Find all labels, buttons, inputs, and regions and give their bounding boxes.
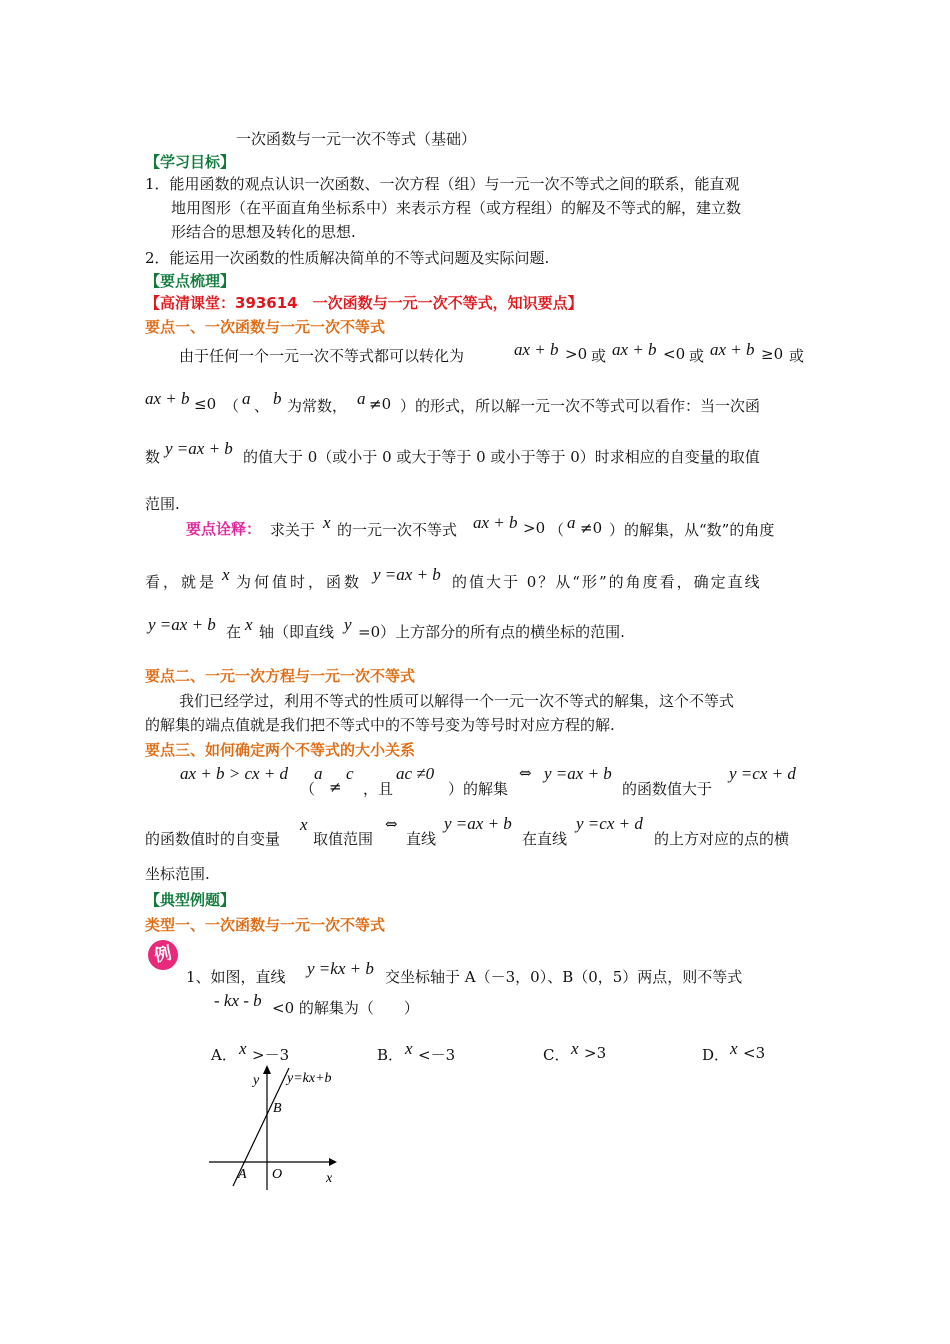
goal-1-line3: 形结合的思想及转化的思想. <box>171 223 356 241</box>
var-x: x <box>300 815 308 834</box>
option-b-value: <－3 <box>418 1046 456 1064</box>
p1-text-a: 由于任何一个一元一次不等式都可以转化为 <box>179 347 465 365</box>
y-axis-arrow-icon <box>263 1065 271 1074</box>
p3-b1: 的函数值时的自变量 <box>145 830 281 848</box>
hd-class-note: 【高清课堂：393614 一次函数与一元一次不等式，知识要点】 <box>145 294 583 312</box>
var-x: x <box>245 615 253 634</box>
point-a-label: A <box>238 1167 247 1182</box>
expr-y-ax-plus-b: y =ax + b <box>444 814 512 833</box>
option-d-label[interactable]: D． <box>702 1046 730 1064</box>
goal-1-line1: 1．能用函数的观点认识一次函数、一次方程（组）与一元一次不等式之间的联系，能直观 <box>145 175 740 193</box>
note-b1: 看，就是 <box>145 573 218 591</box>
p1-text-c2: 的值大于 0（或小于 0 或大于等于 0 或小于等于 0）时求相应的自变量的取值 <box>243 448 760 466</box>
p1-text-b2: 为常数， <box>287 397 348 415</box>
var-a: a <box>567 513 576 532</box>
option-b-label[interactable]: B． <box>377 1046 404 1064</box>
note-c1: 在 <box>226 623 242 641</box>
var-x: x <box>405 1039 413 1058</box>
p3-c: 坐标范围. <box>145 865 210 883</box>
qie-word: ，且 <box>363 780 394 798</box>
note-label: 要点诠释： <box>186 520 262 538</box>
p3-b4: 在直线 <box>522 830 568 848</box>
q1-text-b: 交坐标轴于 A（－3，0）、B（0，5）两点，则不等式 <box>385 968 743 986</box>
or-word: 或 <box>789 347 805 365</box>
paren-open: （ <box>300 780 316 798</box>
goal-1-line2: 地用图形（在平面直角坐标系中）来表示方程（或方程组）的解及不等式的解，建立数 <box>171 199 742 217</box>
q1-text-a: 1、如图，直线 <box>186 968 286 986</box>
expr-y-ax-plus-b: y =ax + b <box>148 615 216 634</box>
p3-a2: ）的解集 <box>448 780 509 798</box>
point-2-title: 要点二、一元一次方程与一元一次不等式 <box>145 667 416 685</box>
section-goals-heading: 【学习目标】 <box>145 153 236 171</box>
var-x: x <box>222 565 230 584</box>
expr-ax-plus-b: ax + b <box>473 513 518 532</box>
p3-b5: 的上方对应的点的横 <box>654 830 790 848</box>
point-b-label: B <box>273 1101 282 1116</box>
paren-open: （ <box>549 521 565 539</box>
point-1-title: 要点一、一次函数与一元一次不等式 <box>145 318 386 336</box>
q1-text-c: <0 的解集为（ ） <box>272 999 419 1017</box>
note-c2: 轴（即直线 <box>259 623 335 641</box>
p1-text-d: 范围. <box>145 495 180 513</box>
section-points-heading: 【要点梳理】 <box>145 272 236 290</box>
var-x: x <box>323 513 331 532</box>
p1-text-c1: 数 <box>145 448 161 466</box>
iff-sign: ⇔ <box>385 815 398 833</box>
expr-y-cx-plus-d: y =cx + d <box>729 764 796 783</box>
option-d-value: <3 <box>743 1044 766 1062</box>
ne-zero: ≠0 <box>580 519 603 537</box>
expr-y-kx-plus-b: y =kx + b <box>307 959 374 978</box>
note-b3: 的值大于 0？从“形”的角度看，确定直线 <box>452 573 762 591</box>
expr-y-cx-plus-d: y =cx + d <box>576 814 643 833</box>
ne-zero: ≠0 <box>369 395 392 413</box>
note-c3: =0）上方部分的所有点的横坐标的范围. <box>358 623 625 641</box>
line-graph-figure <box>205 1062 345 1192</box>
y-axis-label: y <box>253 1073 260 1088</box>
point-3-title: 要点三、如何确定两个不等式的大小关系 <box>145 741 416 759</box>
or-word: 或 <box>689 347 705 365</box>
expr-y-ax-plus-b: y =ax + b <box>544 764 612 783</box>
note-a2: 的一元一次不等式 <box>337 521 458 539</box>
p2-text-a: 我们已经学过，利用不等式的性质可以解得一个一元一次不等式的解集，这个不等式 <box>179 692 735 710</box>
x-axis-arrow-icon <box>329 1158 337 1166</box>
var-x: x <box>239 1039 247 1058</box>
var-a: a <box>242 389 251 408</box>
iff-sign: ⇔ <box>519 764 532 782</box>
type-1-title: 类型一、一次函数与一元一次不等式 <box>145 916 386 934</box>
or-word: 或 <box>591 347 607 365</box>
expr-neg-kx-minus-b: - kx - b <box>214 991 262 1010</box>
note-b2: 为何值时，函数 <box>236 573 363 591</box>
var-a: a <box>357 389 366 408</box>
dun-mark: 、 <box>254 397 270 415</box>
p3-b2: 取值范围 <box>313 830 374 848</box>
option-a-value: >－3 <box>252 1046 290 1064</box>
var-b: b <box>273 389 282 408</box>
expr-ax-plus-b: ax + b <box>612 340 657 359</box>
origin-label: O <box>272 1167 283 1182</box>
expr-ax-b-gt-cx-d: ax + b > cx + d <box>180 764 289 783</box>
goal-2: 2．能运用一次函数的性质解决简单的不等式问题及实际问题. <box>145 249 550 267</box>
neq-sign: ≠ <box>329 778 342 796</box>
note-a4: ）的解集，从“数”的角度 <box>609 521 775 539</box>
var-a: a <box>314 764 323 783</box>
var-x: x <box>571 1039 579 1058</box>
gt-zero: >0 <box>523 519 546 537</box>
ge-zero: ≥0 <box>761 345 784 363</box>
example-badge-icon: 例 <box>145 937 181 973</box>
paren-open: （ <box>224 397 240 415</box>
p3-a3: 的函数值大于 <box>622 780 713 798</box>
p1-text-b3: ）的形式，所以解一元一次不等式可以看作：当一次函 <box>400 397 761 415</box>
expr-ax-plus-b: ax + b <box>514 340 559 359</box>
gt-zero: >0 <box>565 345 588 363</box>
option-c-label[interactable]: C． <box>543 1046 570 1064</box>
expr-ax-plus-b: ax + b <box>710 340 755 359</box>
x-axis-label: x <box>326 1171 333 1186</box>
p3-b3: 直线 <box>406 830 437 848</box>
var-x: x <box>730 1039 738 1058</box>
expr-y-ax-plus-b: y =ax + b <box>165 439 233 458</box>
option-a-label[interactable]: A． <box>211 1046 237 1064</box>
option-c-value: >3 <box>584 1044 607 1062</box>
var-y: y <box>344 615 352 634</box>
note-a1: 求关于 <box>270 521 316 539</box>
expr-y-ax-plus-b: y =ax + b <box>373 565 441 584</box>
lt-zero: <0 <box>663 345 686 363</box>
le-zero: ≤0 <box>194 395 217 413</box>
var-c: c <box>346 764 354 783</box>
section-examples-heading: 【典型例题】 <box>145 891 236 909</box>
expr-ac-ne-0: ac ≠0 <box>396 764 435 783</box>
page-title: 一次函数与一元一次不等式（基础） <box>236 130 477 148</box>
line-label: y=kx+b <box>287 1071 332 1086</box>
p2-text-b: 的解集的端点值就是我们把不等式中的不等号变为等号时对应方程的解. <box>145 716 615 734</box>
expr-ax-plus-b: ax + b <box>145 389 190 408</box>
